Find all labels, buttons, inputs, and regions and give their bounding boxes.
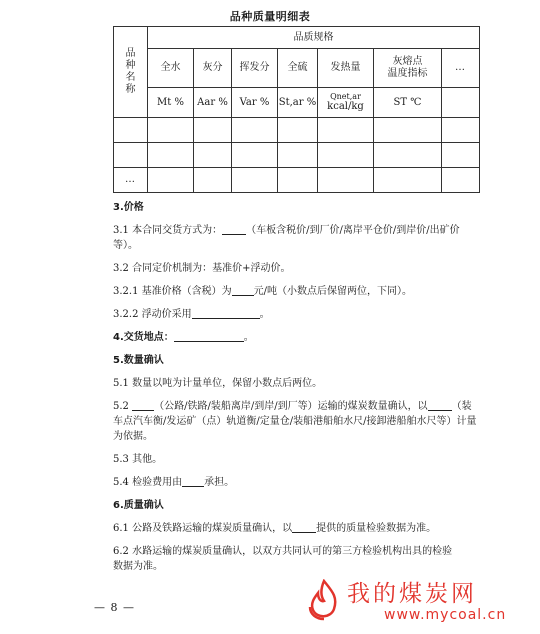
table-row (114, 143, 480, 168)
unit-calorific: Qnet,ar kcal/kg (318, 88, 374, 118)
clause-5-2-cont: 车点汽车衡/发运矿（点）轨道衡/定量仓/装船港船舶水尺/接卸港船舶水尺等）计量 (113, 416, 477, 427)
quality-table (113, 26, 480, 193)
col-ash: 灰分 (194, 49, 232, 88)
watermark-text: 我的煤炭网 (347, 581, 477, 607)
clause-5-2: 5.2 （公路/铁路/装船离岸/到岸/到厂等）运输的煤炭数量确认，以 （装 (113, 401, 472, 412)
col-total-moisture: 全水 (148, 49, 194, 88)
row-more: … (114, 168, 148, 193)
clause-5-1: 5.1 数量以吨为计量单位，保留小数点后两位。 (113, 378, 323, 389)
clause-6-2-cont: 数据为准。 (113, 561, 163, 572)
clause-5-4: 5.4 检验费用由 承担。 (113, 477, 235, 488)
unit-sulfur: St,ar % (278, 88, 318, 118)
page-number: — 8 — (94, 601, 135, 614)
price-heading: 3.价格 (113, 202, 144, 213)
clause-6-1: 6.1 公路及铁路运输的煤炭质量确认，以 提供的质量检验数据为准。 (113, 523, 437, 534)
quality-heading: 6.质量确认 (113, 500, 164, 511)
unit-total-moisture: Mt % (148, 88, 194, 118)
clause-5-2-end: 为依据。 (113, 431, 153, 442)
variety-name-header: 品 种 名 称 (114, 27, 148, 118)
unit-volatile: Var % (232, 88, 278, 118)
clause-3-2: 3.2 合同定价机制为：基准价+浮动价。 (113, 263, 291, 274)
clause-6-2: 6.2 水路运输的煤炭质量确认，以双方共同认可的第三方检验机构出具的检验 (113, 546, 453, 557)
clause-3-1: 3.1 本合同交货方式为： （车板含税价/到厂价/离岸平仓价/到岸价/出矿价 (113, 225, 460, 236)
col-sulfur: 全硫 (278, 49, 318, 88)
table-title: 品种质量明细表 (229, 10, 311, 23)
table-row (114, 118, 480, 143)
watermark (292, 575, 522, 630)
table-row (114, 168, 480, 193)
col-ash-fusion: 灰熔点 温度指标 (374, 49, 442, 88)
quantity-heading: 5.数量确认 (113, 355, 164, 366)
col-more: … (442, 49, 480, 88)
spec-header: 品质规格 (148, 27, 480, 49)
clause-3-2-2: 3.2.2 浮动价采用 。 (113, 309, 270, 320)
clause-3-1-cont: 等）。 (113, 240, 138, 251)
col-calorific: 发热量 (318, 49, 374, 88)
unit-ash-fusion: ST ℃ (374, 88, 442, 118)
watermark-url: www.mycoal.cn (384, 607, 507, 623)
clause-5-3: 5.3 其他。 (113, 454, 163, 465)
col-volatile: 挥发分 (232, 49, 278, 88)
clause-3-2-1: 3.2.1 基准价格（含税）为 元/吨（小数点后保留两位，下同）。 (113, 286, 412, 297)
contract-body (113, 200, 495, 574)
unit-more (442, 88, 480, 118)
delivery-clause: 4.交货地点： 。 (113, 332, 254, 343)
coal-flame-logo-icon (304, 579, 344, 623)
unit-ash: Aar % (194, 88, 232, 118)
